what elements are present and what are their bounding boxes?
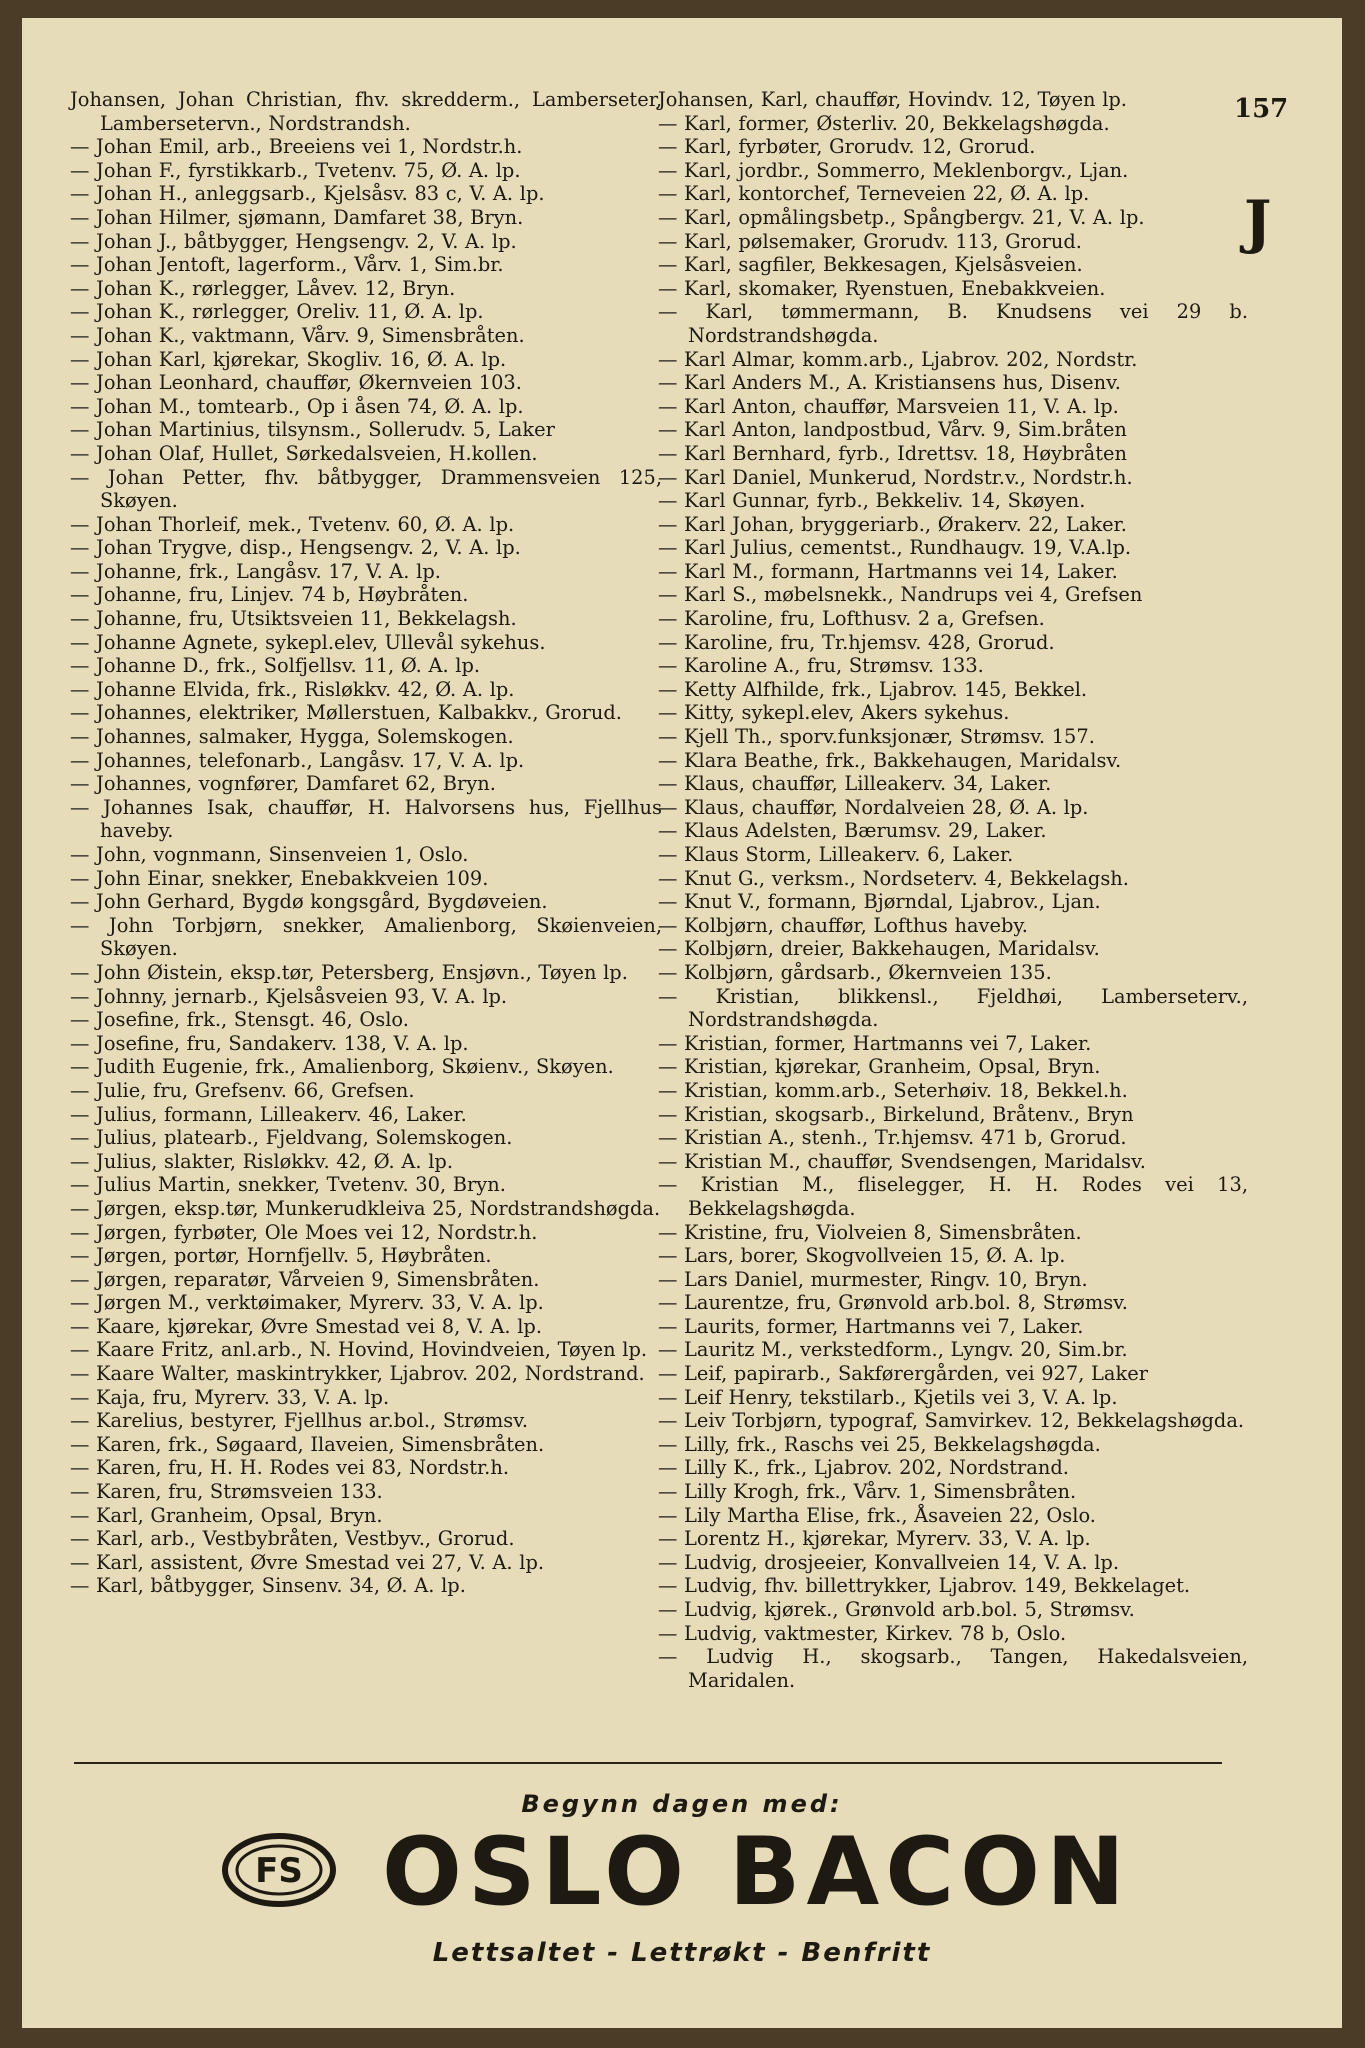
directory-entry: — Kaare Walter, maskintrykker, Ljabrov. 202, Nordstrand. (70, 1362, 645, 1386)
directory-entry: — Johnny, jernarb., Kjelsåsveien 93, V. A. lp. (70, 984, 508, 1008)
directory-entry: — Lilly Krogh, frk., Vårv. 1, Simensbråten. (658, 1480, 1077, 1504)
directory-entry: — Karl, skomaker, Ryenstuen, Enebakkveien. (658, 276, 1106, 300)
directory-entry: — Johannes, vognfører, Damfaret 62, Bryn. (70, 772, 496, 796)
directory-entry: — Karoline, fru, Lofthusv. 2 a, Grefsen. (658, 607, 1045, 631)
directory-entry: — Julius Martin, snekker, Tvetenv. 30, Bryn. (70, 1173, 506, 1197)
directory-entry: — Johanne Elvida, frk., Risløkkv. 42, Ø. A. lp. (70, 677, 515, 701)
directory-entry: — Karl Gunnar, fyrb., Bekkeliv. 14, Skøyen. (658, 489, 1086, 513)
directory-entry: — Johan Martinius, tilsynsm., Sollerudv. 5, Laker (70, 418, 555, 442)
directory-entry: — John Gerhard, Bygdø kongsgård, Bygdøveien. (70, 890, 548, 914)
directory-entry: — Karl Julius, cementst., Rundhaugv. 19, V.A.lp. (658, 536, 1132, 560)
directory-entry: — Johan Jentoft, lagerform., Vårv. 1, Sim.br. (70, 253, 504, 277)
directory-entry: — John, vognmann, Sinsenveien 1, Oslo. (70, 843, 469, 866)
directory-entry: — Karl Anders M., A. Kristiansens hus, Disenv. (658, 371, 1121, 395)
directory-entry: — Johan Leonhard, chauffør, Økernveien 103. (70, 371, 522, 395)
directory-entry: — Kaja, fru, Myrerv. 33, V. A. lp. (70, 1385, 390, 1409)
directory-entry: — Jørgen, eksp.tør, Munkerudkleiva 25, Nordstrandshøgda. (70, 1196, 661, 1220)
directory-entry: — Kjell Th., sporv.funksjonær, Strømsv. 157. (658, 725, 1095, 749)
directory-entry: — Knut V., formann, Bjørndal, Ljabrov., Ljan. (658, 890, 1101, 914)
directory-entry: — Johan Petter, fhv. båtbygger, Drammensveien 125, Skøyen. (70, 465, 662, 513)
directory-entry: — Judith Eugenie, frk., Amalienborg, Skøienv., Skøyen. (70, 1055, 614, 1079)
directory-entry: — Kolbjørn, chauffør, Lofthus haveby. (658, 913, 1028, 937)
directory-entry: — Johan F., fyrstikkarb., Tvetenv. 75, Ø. A. lp. (70, 158, 521, 182)
directory-entry: — Jørgen M., verktøimaker, Myrerv. 33, V. A. lp. (70, 1291, 544, 1315)
directory-entry: — Karl, tømmermann, B. Knudsens vei 29 b. Nordstrandshøgda. (658, 300, 1248, 347)
directory-entry: — Johan K., vaktmann, Vårv. 9, Simensbråten. (70, 323, 525, 347)
directory-entry: — Johan Thorleif, mek., Tvetenv. 60, Ø. A. lp. (70, 512, 515, 536)
directory-entry: — Karen, fru, Strømsveien 133. (70, 1480, 383, 1504)
directory-entry: — Johan Hilmer, sjømann, Damfaret 38, Bryn. (70, 205, 524, 229)
directory-entry: — Klara Beathe, frk., Bakkehaugen, Maridalsv. (658, 748, 1122, 772)
directory-entry: — Ludvig, fhv. billettrykker, Ljabrov. 149, Bekkelaget. (658, 1574, 1191, 1598)
directory-entry: — Karl, assistent, Øvre Smestad vei 27, V. A. lp. (70, 1550, 545, 1574)
directory-entry: — Klaus Adelsten, Bærumsv. 29, Laker. (658, 819, 1047, 843)
directory-entry: — Karl Johan, bryggeriarb., Ørakerv. 22, Laker. (658, 512, 1127, 536)
fs-logo-icon (222, 1833, 336, 1907)
directory-entry: — John Torbjørn, snekker, Amalienborg, Skøienveien, Skøyen. (70, 913, 662, 961)
directory-entry: — Karl, fyrbøter, Grorudv. 12, Grorud. (658, 135, 1036, 159)
directory-entry: — Karl, former, Østerliv. 20, Bekkelagshøgda. (658, 111, 1110, 135)
directory-entry: — Karl Almar, komm.arb., Ljabrov. 202, Nordstr. (658, 347, 1138, 371)
ad-tagline: Begynn dagen med: (521, 1790, 843, 1818)
directory-entry: — Johanne, frk., Langåsv. 17, V. A. lp. (70, 559, 441, 583)
page-number: 157 (1234, 94, 1289, 124)
directory-entry: — Johan Karl, kjørekar, Skogliv. 16, Ø. A. lp. (70, 347, 507, 371)
directory-entry: — Jørgen, reparatør, Vårveien 9, Simensbråten. (70, 1267, 540, 1291)
directory-entry: — Karen, frk., Søgaard, Ilaveien, Simensbråten. (70, 1432, 545, 1456)
directory-entry: — Karl Anton, chauffør, Marsveien 11, V. A. lp. (658, 394, 1119, 418)
directory-entry: — Lars, borer, Skogvollveien 15, Ø. A. lp. (658, 1244, 1066, 1268)
directory-entry: — Johannes, elektriker, Møllerstuen, Kalbakkv., Grorud. (70, 701, 622, 725)
directory-entry: — Ludvig, kjørek., Grønvold arb.bol. 5, Strømsv. (658, 1598, 1135, 1621)
directory-entry: — Karoline A., fru, Strømsv. 133. (658, 654, 984, 678)
directory-entry: — Lauritz M., verkstedform., Lyngv. 20, Sim.br. (658, 1338, 1128, 1362)
directory-entry: — Leif, papirarb., Sakførergården, vei 927, Laker (658, 1362, 1148, 1386)
directory-entry: — Johannes Isak, chauffør, H. Halvorsens hus, Fjellhus haveby. (70, 795, 662, 843)
directory-entry: — Karl M., formann, Hartmanns vei 14, Laker. (658, 559, 1118, 583)
directory-entry: — Karl Daniel, Munkerud, Nordstr.v., Nordstr.h. (658, 465, 1133, 489)
directory-entry: — Johanne, fru, Linjev. 74 b, Høybråten. (70, 583, 469, 607)
directory-entry: — Johan K., rørlegger, Låvev. 12, Bryn. (70, 276, 456, 300)
directory-entry: — Jørgen, portør, Hornfjellv. 5, Høybråten. (70, 1244, 492, 1268)
directory-entry: — Kristian, former, Hartmanns vei 7, Laker. (658, 1031, 1092, 1055)
directory-entry: — Johan Trygve, disp., Hengsengv. 2, V. A. lp. (70, 536, 521, 560)
directory-entry: — Karl, opmålingsbetp., Spångbergv. 21, V. A. lp. (658, 205, 1145, 229)
directory-entry: — Lorentz H., kjørekar, Myrerv. 33, V. A. lp. (658, 1527, 1091, 1551)
directory-entry: — Julius, slakter, Risløkkv. 42, Ø. A. lp. (70, 1149, 453, 1173)
directory-entry: — Julie, fru, Grefsenv. 66, Grefsen. (70, 1078, 415, 1102)
directory-entry: — Karl, sagfiler, Bekkesagen, Kjelsåsveien. (658, 253, 1083, 277)
directory-entry: Johansen, Johan Christian, fhv. skredderm., Lamberseter, Lambersetervn., Nordstrandsh. (70, 88, 662, 135)
directory-entry: — Johannes, salmaker, Hygga, Solemskogen. (70, 725, 514, 749)
directory-entry: — Kristian M., fliselegger, H. H. Rodes vei 13, Bekkelagshøgda. (658, 1173, 1248, 1220)
directory-entry: — Karl, pølsemaker, Grorudv. 113, Grorud. (658, 229, 1082, 253)
directory-entry: — Johan H., anleggsarb., Kjelsåsv. 83 c, V. A. lp. (70, 182, 545, 206)
left-column (70, 88, 662, 1598)
directory-entry: — Kristian M., chauffør, Svendsengen, Maridalsv. (658, 1149, 1146, 1173)
directory-entry: — John Einar, snekker, Enebakkveien 109. (70, 866, 489, 890)
directory-entry: — Johan J., båtbygger, Hengsengv. 2, V. A. lp. (70, 229, 517, 253)
directory-entry: — Kaare Fritz, anl.arb., N. Hovind, Hovindveien, Tøyen lp. (70, 1338, 648, 1362)
directory-entry: — Knut G., verksm., Nordseterv. 4, Bekkelagsh. (658, 866, 1129, 890)
directory-entry: — Laurentze, fru, Grønvold arb.bol. 8, Strømsv. (658, 1291, 1128, 1315)
directory-entry: — Johannes, telefonarb., Langåsv. 17, V. A. lp. (70, 748, 525, 772)
directory-entry: — Ludvig, vaktmester, Kirkev. 78 b, Oslo. (658, 1621, 1067, 1645)
directory-entry: — Karelius, bestyrer, Fjellhus ar.bol., Strømsv. (70, 1409, 529, 1433)
logo-text: FS (255, 1851, 303, 1891)
directory-entry: — Johanne Agnete, sykepl.elev, Ullevål sykehus. (70, 630, 546, 654)
directory-page (22, 18, 1342, 2028)
directory-entry: — Kristian, komm.arb., Seterhøiv. 18, Bekkel.h. (658, 1078, 1128, 1102)
advertisement-divider (74, 1762, 1222, 1764)
directory-entry: — Kolbjørn, dreier, Bakkehaugen, Maridalsv. (658, 937, 1100, 961)
directory-entry: — Johan Emil, arb., Breeiens vei 1, Nordstr.h. (70, 135, 523, 159)
directory-entry: — Julius, formann, Lilleakerv. 46, Laker. (70, 1102, 467, 1126)
directory-entry: — Kristian, skogsarb., Birkelund, Bråtenv., Bryn (658, 1102, 1134, 1126)
directory-entry: — Karl, kontorchef, Terneveien 22, Ø. A. lp. (658, 182, 1090, 206)
directory-entry: — Lilly, frk., Raschs vei 25, Bekkelagshøgda. (658, 1432, 1101, 1456)
directory-entry: — Klaus Storm, Lilleakerv. 6, Laker. (658, 843, 1014, 866)
directory-entry: — Johan M., tomtearb., Op i åsen 74, Ø. A. lp. (70, 394, 524, 418)
directory-entry: — Karl S., møbelsnekk., Nandrups vei 4, Grefsen (658, 583, 1143, 607)
directory-entry: — Johan Olaf, Hullet, Sørkedalsveien, H.kollen. (70, 441, 538, 465)
directory-entry: — Leif Henry, tekstilarb., Kjetils vei 3, V. A. lp. (658, 1385, 1118, 1409)
directory-entry: — Karl, jordbr., Sommerro, Meklenborgv., Ljan. (658, 158, 1129, 182)
right-column (658, 88, 1248, 1692)
directory-entry: — Josefine, fru, Sandakerv. 138, V. A. lp. (70, 1031, 469, 1055)
directory-entry: Johansen, Karl, chauffør, Hovindv. 12, Tøyen lp. (658, 88, 1127, 111)
directory-entry: — Kaare, kjørekar, Øvre Smestad vei 8, V. A. lp. (70, 1314, 542, 1338)
ad-subtitle: Lettsaltet - Lettrøkt - Benfritt (432, 1938, 932, 1968)
directory-entry: — Johanne, fru, Utsiktsveien 11, Bekkelagsh. (70, 607, 517, 631)
directory-entry: — Johanne D., frk., Solfjellsv. 11, Ø. A. lp. (70, 654, 481, 678)
directory-entry: — Kristian A., stenh., Tr.hjemsv. 471 b, Grorud. (658, 1126, 1127, 1150)
directory-entry: — Leiv Torbjørn, typograf, Samvirkev. 12, Bekkelagshøgda. (658, 1409, 1245, 1433)
directory-entry: — Kitty, sykepl.elev, Akers sykehus. (658, 701, 1010, 725)
directory-entry: — Kolbjørn, gårdsarb., Økernveien 135. (658, 960, 1052, 984)
directory-entry: — Karl Anton, landpostbud, Vårv. 9, Sim.bråten (658, 418, 1127, 442)
section-letter: J (1244, 188, 1272, 256)
directory-entry: — Kristine, fru, Violveien 8, Simensbråten. (658, 1220, 1082, 1244)
directory-entry: — John Øistein, eksp.tør, Petersberg, Ensjøvn., Tøyen lp. (70, 960, 628, 984)
directory-entry: — Jørgen, fyrbøter, Ole Moes vei 12, Nordstr.h. (70, 1220, 538, 1244)
directory-entry: — Karoline, fru, Tr.hjemsv. 428, Grorud. (658, 630, 1055, 654)
directory-entry: — Lilly K., frk., Ljabrov. 202, Nordstrand. (658, 1456, 1069, 1480)
directory-entry: — Ludvig H., skogsarb., Tangen, Hakedalsveien, Maridalen. (658, 1645, 1248, 1692)
directory-entry: — Lars Daniel, murmester, Ringv. 10, Bryn. (658, 1267, 1088, 1291)
directory-entry: — Karl, arb., Vestbybråten, Vestbyv., Grorud. (70, 1527, 515, 1551)
directory-entry: — Josefine, frk., Stensgt. 46, Oslo. (70, 1008, 409, 1032)
directory-entry: — Karl, Granheim, Opsal, Bryn. (70, 1503, 383, 1527)
directory-entry: — Julius, platearb., Fjeldvang, Solemskogen. (70, 1126, 513, 1150)
directory-entry: — Laurits, former, Hartmanns vei 7, Laker. (658, 1314, 1084, 1338)
directory-entry: — Karl Bernhard, fyrb., Idrettsv. 18, Høybråten (658, 441, 1127, 465)
directory-entry: — Karen, fru, H. H. Rodes vei 83, Nordstr.h. (70, 1456, 509, 1480)
directory-entry: — Lily Martha Elise, frk., Åsaveien 22, Oslo. (658, 1503, 1096, 1527)
directory-entry: — Klaus, chauffør, Nordalveien 28, Ø. A. lp. (658, 795, 1089, 819)
directory-entry: — Kristian, kjørekar, Granheim, Opsal, Bryn. (658, 1055, 1101, 1079)
directory-entry: — Kristian, blikkensl., Fjeldhøi, Lamberseterv., Nordstrandshøgda. (658, 984, 1248, 1032)
directory-entry: — Ketty Alfhilde, frk., Ljabrov. 145, Bekkel. (658, 677, 1088, 701)
directory-entry: — Karl, båtbygger, Sinsenv. 34, Ø. A. lp. (70, 1574, 466, 1598)
directory-entry: — Klaus, chauffør, Lilleakerv. 34, Laker. (658, 772, 1052, 796)
ad-title: OSLO BACON (382, 1818, 1131, 1927)
directory-entry: — Johan K., rørlegger, Oreliv. 11, Ø. A. lp. (70, 300, 484, 324)
directory-entry: — Ludvig, drosjeeier, Konvallveien 14, V. A. lp. (658, 1550, 1119, 1574)
